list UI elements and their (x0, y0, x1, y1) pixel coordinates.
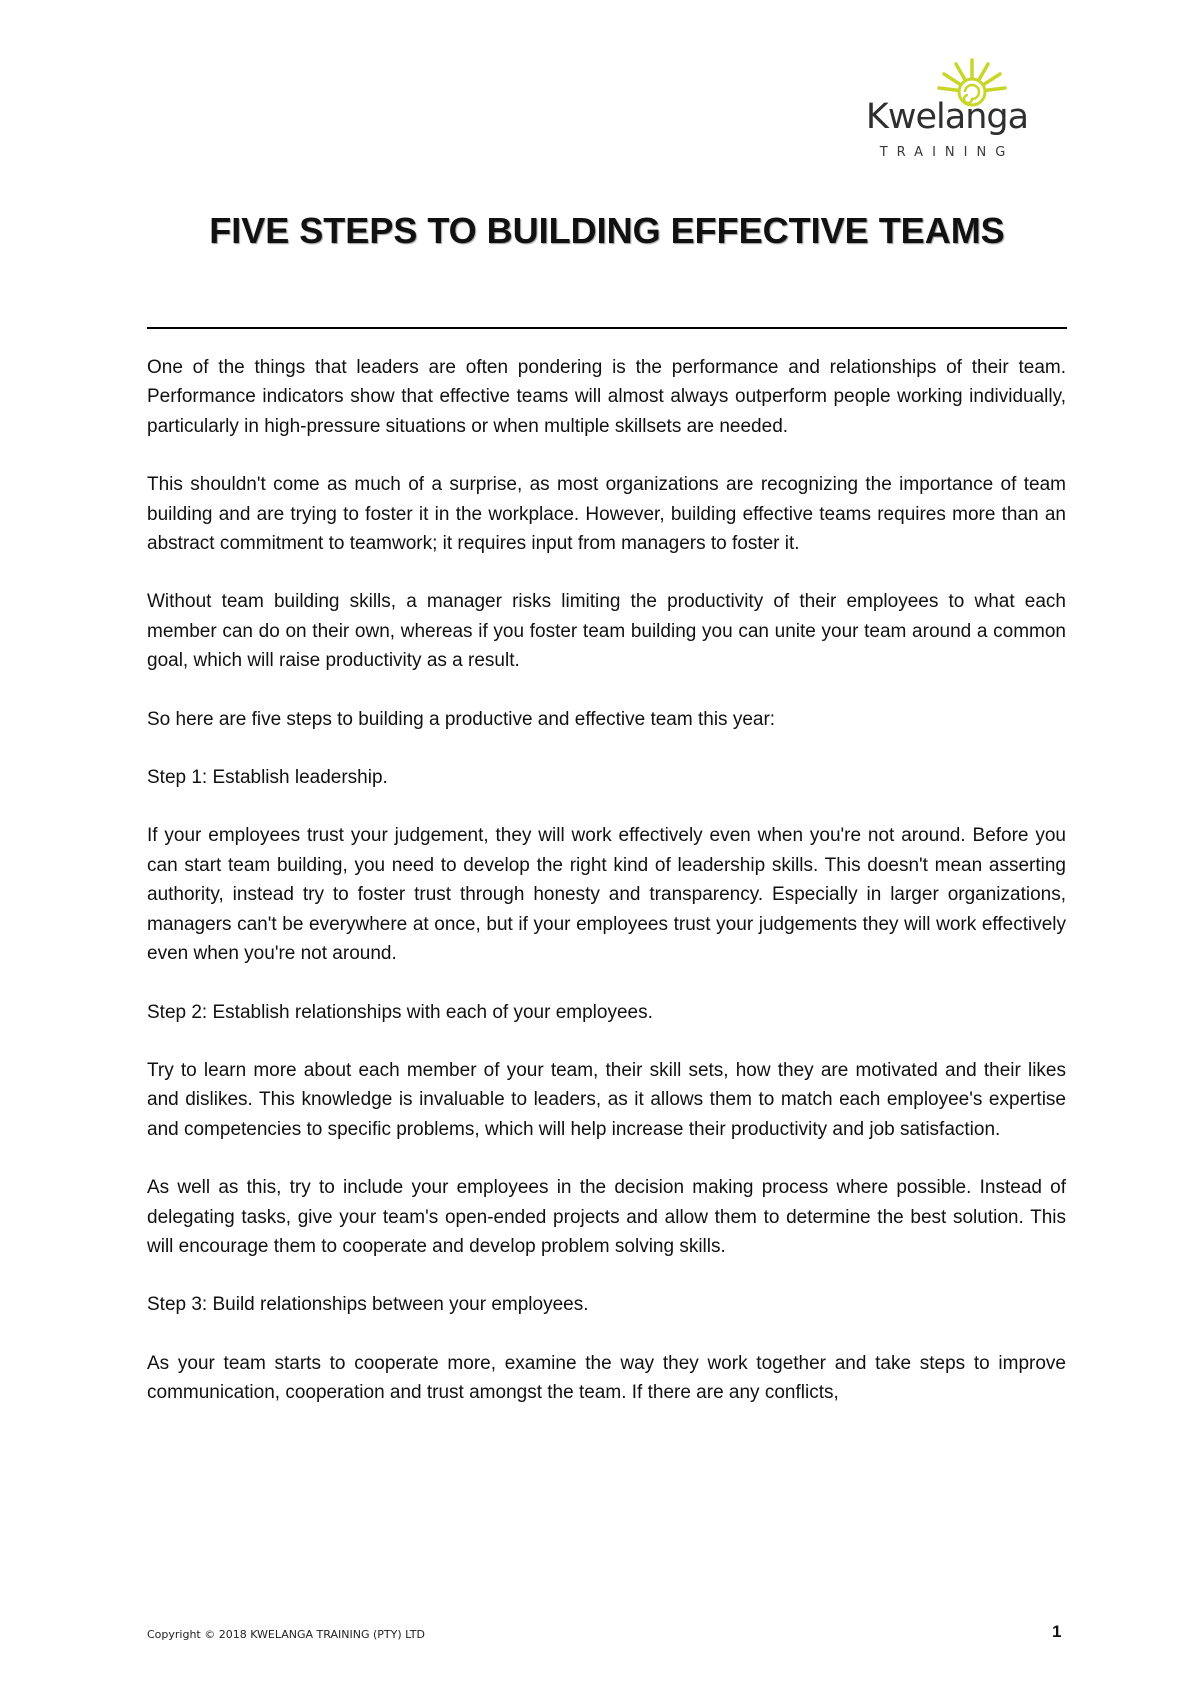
step-heading: Step 2: Establish relationships with each of your employees. (147, 1001, 653, 1023)
paragraph: Try to learn more about each member of your team, their skill sets, how they are motivated and their likes and dislikes. This knowledge is invaluable to leaders, as it allows them to match each employee's expertise and competencies to specific problems, which will help increase their productivity and job satisfaction. (147, 1059, 1066, 1140)
title-divider (147, 327, 1067, 329)
paragraph: This shouldn't come as much of a surprise, as most organizations are recognizing the importance of team building and are trying to foster it in the workplace. However, building effective teams requires more than an abstract commitment to teamwork; it requires input from managers to foster it. (147, 474, 1066, 555)
footer-copyright: Copyright © 2018 KWELANGA TRAINING (PTY) LTD (147, 1628, 425, 1641)
page-title: FIVE STEPS TO BUILDING EFFECTIVE TEAMS (209, 210, 1005, 251)
page-number: 1 (1052, 1622, 1062, 1641)
logo-subtitle: TRAINING (879, 145, 1015, 160)
document-body (147, 353, 1066, 1437)
paragraph: One of the things that leaders are often pondering is the performance and relationships of their team. Performance indicators show that effective teams will almost always outperform people working individually, particularly in high-pressure situations or when multiple skillsets are needed. (147, 357, 1066, 437)
paragraph: As well as this, try to include your employees in the decision making process where possible. Instead of delegating tasks, give your team's open-ended projects and allow them to determine the best solution. This will encourage them to cooperate and develop problem solving skills. (147, 1177, 1066, 1257)
paragraph: If your employees trust your judgement, they will work effectively even when you're not around. Before you can start team building, you need to develop the right kind of leadership skills. This doesn't mean asserting authority, instead try to foster trust through honesty and transparency. Especially in larger organizations, managers can't be everywhere at once, but if your employees trust your judgements they will work effectively even when you're not around. (147, 825, 1066, 965)
step-heading: Step 1: Establish leadership. (147, 767, 388, 789)
paragraph: Without team building skills, a manager risks limiting the productivity of their employees to what each member can do on their own, whereas if you foster team building you can unite your team around a common goal, which will raise productivity as a result. (147, 591, 1066, 672)
step-heading: Step 3: Build relationships between your employees. (147, 1294, 589, 1316)
paragraph: As your team starts to cooperate more, examine the way they work together and take steps to improve communication, cooperation and trust amongst the team. If there are any conflicts, (147, 1352, 1066, 1404)
logo-wordmark: Kwelanga (865, 97, 1029, 137)
paragraph: So here are five steps to building a productive and effective team this year: (147, 708, 776, 730)
company-logo (862, 56, 1032, 166)
